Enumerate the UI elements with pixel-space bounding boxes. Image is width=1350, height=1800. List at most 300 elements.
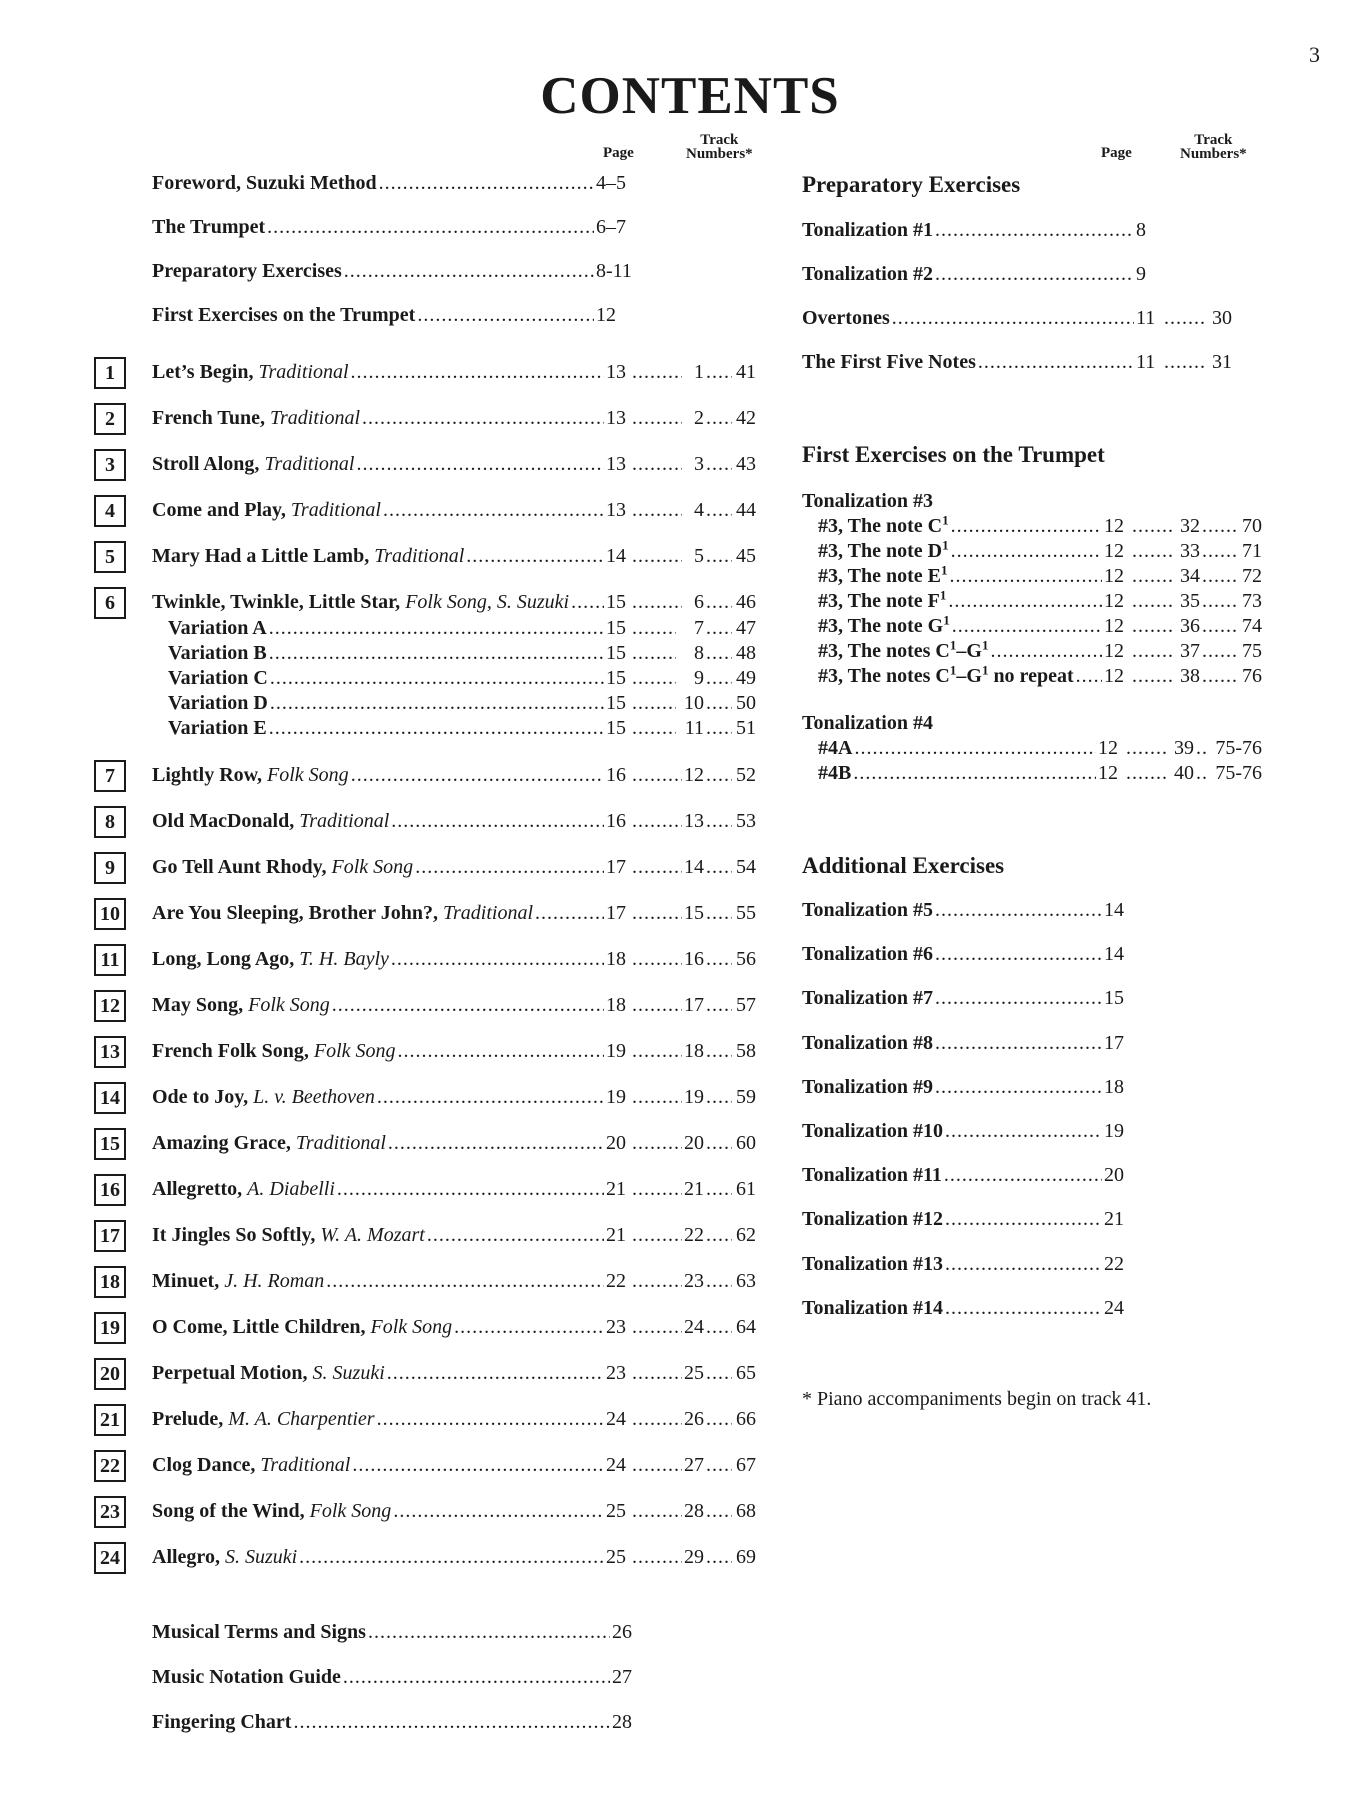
entry-track: 13 [684, 810, 704, 832]
dot-leader [1132, 565, 1172, 588]
entry-title [802, 1297, 943, 1320]
entry-title-text: Tonalization #2 [802, 263, 933, 285]
entry-title-text: Tonalization #7 [802, 987, 933, 1009]
toc-entry [152, 304, 636, 327]
entry-track: 36 [1180, 615, 1200, 637]
entry-title-text: Variation D [168, 692, 268, 714]
entry-composer: Folk Song [313, 1040, 396, 1062]
entry-page: 21 [606, 1224, 626, 1246]
toc-entry [152, 902, 756, 925]
entry-page: 13 [606, 361, 626, 383]
entry-title-text: Music Notation Guide [152, 1666, 341, 1688]
entry-title: #3, The note $D^1$ [818, 537, 949, 562]
dot-leader [1164, 351, 1204, 374]
entry-track: 40 [1174, 762, 1194, 784]
entry-title [168, 692, 268, 715]
dot-leader [1132, 540, 1172, 563]
dot-leader [632, 1500, 682, 1523]
entry-track: 33 [1180, 540, 1200, 562]
entry-title [802, 307, 890, 330]
dot-leader [1196, 762, 1206, 785]
toc-entry [168, 617, 756, 640]
dot-leader [632, 1270, 682, 1293]
entry-page: 24 [1104, 1297, 1124, 1319]
dot-leader [632, 994, 682, 1017]
toc-entry [818, 637, 1262, 663]
entry-track: 10 [684, 692, 704, 714]
dot-leader [706, 810, 732, 833]
entry-title [802, 943, 933, 966]
entry-title [152, 1711, 291, 1734]
entry-piano-track: 76 [1242, 665, 1262, 687]
dot-leader [935, 987, 1102, 1010]
entry-piano-track: 59 [736, 1086, 756, 1108]
dot-leader [1126, 737, 1166, 760]
entry-title [152, 1546, 297, 1569]
dot-leader [632, 642, 676, 665]
entry-composer: S. Suzuki [312, 1362, 385, 1384]
entry-composer: Traditional [258, 361, 349, 383]
dot-leader [706, 994, 732, 1017]
entry-track: 20 [684, 1132, 704, 1154]
dot-leader [952, 615, 1102, 638]
entry-title [168, 642, 267, 665]
entry-composer: Traditional [299, 810, 390, 832]
entry-piano-track: 67 [736, 1454, 756, 1476]
dot-leader [270, 692, 604, 715]
entry-title-text: Tonalization #11 [802, 1164, 942, 1186]
toc-entry [152, 994, 756, 1017]
dot-leader [632, 407, 682, 430]
dot-leader [948, 590, 1102, 613]
entry-page: 26 [612, 1621, 632, 1643]
entry-title-text: Tonalization #12 [802, 1208, 943, 1230]
entry-page: 24 [606, 1408, 626, 1430]
entry-title-text: Minuet, [152, 1270, 220, 1292]
dot-leader [293, 1711, 610, 1734]
dot-leader [951, 540, 1102, 563]
toc-entry [802, 1120, 1128, 1143]
entry-title [802, 219, 933, 242]
entry-page: 14 [1104, 899, 1124, 921]
entry-title [802, 987, 933, 1010]
entry-composer: Traditional [264, 453, 355, 475]
entry-composer: Folk Song, S. Suzuki [405, 591, 570, 613]
piece-number-box: 16 [94, 1174, 126, 1206]
entry-title [152, 407, 360, 430]
dot-leader [892, 307, 1134, 330]
dot-leader [1132, 590, 1172, 613]
entry-page: 18 [606, 994, 626, 1016]
entry-title [152, 304, 415, 327]
entry-title [152, 1086, 375, 1109]
dot-leader [706, 1408, 732, 1431]
toc-entry [802, 219, 1162, 242]
entry-title-text: Tonalization #5 [802, 899, 933, 921]
toc-entry [802, 1297, 1128, 1320]
piece-number-box: 4 [94, 495, 126, 527]
toc-entry [818, 587, 1262, 613]
dot-leader [356, 453, 604, 476]
entry-page: 28 [612, 1711, 632, 1733]
entry-title-text: Stroll Along, [152, 453, 260, 475]
entry-composer: W. A. Mozart [320, 1224, 425, 1246]
piece-number-box: 19 [94, 1312, 126, 1344]
toc-entry [802, 1032, 1128, 1055]
dot-leader [1202, 540, 1238, 563]
dot-leader [632, 545, 682, 568]
entry-title [152, 994, 330, 1017]
dot-leader [337, 1178, 604, 1201]
entry-title [802, 1076, 933, 1099]
entry-title-text: Tonalization #10 [802, 1120, 943, 1142]
entry-piano-track: 75-76 [1215, 762, 1262, 784]
entry-track: 22 [684, 1224, 704, 1246]
entry-title [152, 545, 464, 568]
dot-leader [1132, 515, 1172, 538]
entry-title-text: Mary Had a Little Lamb, [152, 545, 370, 567]
dot-leader [632, 499, 682, 522]
entry-title [152, 453, 354, 476]
entry-page: 15 [606, 692, 626, 714]
entry-track: 6 [694, 591, 704, 613]
dot-leader [706, 617, 732, 640]
entry-title-text: O Come, Little Children, [152, 1316, 366, 1338]
dot-leader [267, 216, 594, 239]
entry-page: 15 [606, 717, 626, 739]
entry-page: 12 [1104, 515, 1124, 537]
entry-title-text: #4A [818, 737, 853, 759]
left-track-header: Track Numbers* [686, 132, 753, 162]
dot-leader [632, 1086, 682, 1109]
entry-title [152, 1178, 335, 1201]
entry-title [152, 1224, 425, 1247]
dot-leader [706, 1040, 732, 1063]
entry-track: 17 [684, 994, 704, 1016]
section-heading-additional: Additional Exercises [802, 853, 1005, 878]
entry-page: 27 [612, 1666, 632, 1688]
entry-composer: Traditional [270, 407, 361, 429]
toc-entry [818, 537, 1262, 563]
toc-entry [152, 1666, 636, 1689]
dot-leader [377, 1086, 604, 1109]
toc-entry [152, 1408, 756, 1431]
dot-leader [368, 1621, 610, 1644]
dot-leader [1132, 665, 1172, 688]
toc-entry [152, 1454, 756, 1477]
entry-title-text: Tonalization #1 [802, 219, 933, 241]
entry-title-text: Variation B [168, 642, 267, 664]
entry-composer: A. Diabelli [247, 1178, 335, 1200]
entry-page: 13 [606, 499, 626, 521]
dot-leader [393, 1500, 604, 1523]
entry-title [168, 717, 267, 740]
piece-number-box: 18 [94, 1266, 126, 1298]
entry-track: 9 [694, 667, 704, 689]
dot-leader [706, 1454, 732, 1477]
entry-title-text: French Folk Song, [152, 1040, 309, 1062]
entry-title-text: Tonalization #6 [802, 943, 933, 965]
dot-leader [706, 1546, 732, 1569]
dot-leader [454, 1316, 604, 1339]
dot-leader [706, 1500, 732, 1523]
dot-leader [990, 640, 1102, 663]
dot-leader [632, 1362, 682, 1385]
entry-page: 18 [1104, 1076, 1124, 1098]
entry-title [152, 902, 533, 925]
entry-title-text: Come and Play, [152, 499, 286, 521]
entry-title-text: #4B [818, 762, 852, 784]
dot-leader [1076, 665, 1102, 688]
entry-track: 23 [684, 1270, 704, 1292]
piece-number-box: 17 [94, 1220, 126, 1252]
entry-track: 2 [694, 407, 704, 429]
entry-track: 37 [1180, 640, 1200, 662]
dot-leader [706, 545, 732, 568]
toc-entry [802, 987, 1128, 1010]
entry-title-text: Variation E [168, 717, 267, 739]
entry-track: 15 [684, 902, 704, 924]
entry-track: 31 [1212, 351, 1232, 373]
dot-leader [388, 1132, 604, 1155]
superscript: 1 [942, 537, 949, 553]
entry-title: #3, The notes $C^1-G^1$ [818, 637, 989, 662]
entry-composer: Folk Song [248, 994, 330, 1016]
entry-title [152, 361, 349, 384]
toc-entry [818, 512, 1262, 538]
entry-piano-track: 56 [736, 948, 756, 970]
dot-leader [391, 948, 604, 971]
dot-leader [706, 642, 732, 665]
piece-number-box: 22 [94, 1450, 126, 1482]
toc-entry [152, 172, 636, 195]
dot-leader [945, 1120, 1102, 1143]
dot-leader [299, 1546, 604, 1569]
dot-leader [351, 361, 604, 384]
entry-page: 16 [606, 764, 626, 786]
entry-track: 19 [684, 1086, 704, 1108]
section-heading-first-exercises: First Exercises on the Trumpet [802, 442, 1105, 467]
entry-track: 5 [694, 545, 704, 567]
entry-title-text: The Trumpet [152, 216, 266, 238]
entry-page: 19 [1104, 1120, 1124, 1142]
entry-page: 17 [606, 856, 626, 878]
toc-entry [802, 943, 1128, 966]
entry-composer: Folk Song [331, 856, 414, 878]
entry-piano-track: 41 [736, 361, 756, 383]
entry-title [152, 1270, 324, 1293]
entry-title-text: Let’s Begin, [152, 361, 254, 383]
entry-title [152, 764, 349, 787]
superscript: 1 [981, 662, 989, 678]
entry-piano-track: 63 [736, 1270, 756, 1292]
entry-page: 20 [606, 1132, 626, 1154]
dot-leader [1202, 640, 1238, 663]
dot-leader [632, 902, 682, 925]
entry-page: 25 [606, 1500, 626, 1522]
entry-piano-track: 70 [1242, 515, 1262, 537]
dot-leader [978, 351, 1134, 374]
entry-title [152, 499, 381, 522]
entry-track: 34 [1180, 565, 1200, 587]
entry-page: 22 [1104, 1253, 1124, 1275]
dot-leader [935, 943, 1102, 966]
toc-entry [152, 260, 636, 283]
entry-title-text: First Exercises on the Trumpet [152, 304, 416, 326]
entry-page: 11 [1136, 351, 1156, 373]
entry-title-text: Tonalization #9 [802, 1076, 933, 1098]
dot-leader [632, 591, 682, 614]
dot-leader [1202, 665, 1238, 688]
dot-leader [632, 692, 676, 715]
entry-track: 7 [694, 617, 704, 639]
entry-piano-track: 71 [1242, 540, 1262, 562]
entry-track: 4 [694, 499, 704, 521]
entry-title-text: Amazing Grace, [152, 1132, 291, 1154]
dot-leader [344, 260, 594, 283]
entry-title-text: Overtones [802, 307, 890, 329]
entry-title [802, 1253, 943, 1276]
superscript: 1 [949, 637, 957, 653]
entry-page: 21 [606, 1178, 626, 1200]
dot-leader [944, 1164, 1102, 1187]
toc-entry [152, 764, 756, 787]
superscript: 1 [981, 637, 989, 653]
entry-title: #3, The notes $C^1-G^1$ no repeat [818, 662, 1074, 687]
toc-entry [802, 899, 1128, 922]
entry-track: 18 [684, 1040, 704, 1062]
toc-entry [152, 1086, 756, 1109]
dot-leader [352, 1454, 604, 1477]
dot-leader [632, 1040, 682, 1063]
entry-composer: Traditional [260, 1454, 351, 1476]
dot-leader [706, 717, 732, 740]
dot-leader [632, 856, 682, 879]
entry-piano-track: 74 [1242, 615, 1262, 637]
entry-title-text: Variation A [168, 617, 267, 639]
entry-piano-track: 42 [736, 407, 756, 429]
dot-leader [571, 591, 604, 614]
toc-entry [168, 692, 756, 715]
entry-title [152, 1316, 452, 1339]
dot-leader [706, 499, 732, 522]
entry-page: 12 [1104, 590, 1124, 612]
piece-number-box: 15 [94, 1128, 126, 1160]
right-page-header: Page [1101, 145, 1132, 161]
toc-entry [152, 1270, 756, 1293]
piece-number-box: 7 [94, 760, 126, 792]
dot-leader [632, 617, 676, 640]
entry-title [152, 172, 377, 195]
entry-composer: Traditional [374, 545, 465, 567]
piece-number-box: 12 [94, 990, 126, 1022]
piece-number-box: 24 [94, 1542, 126, 1574]
entry-piano-track: 72 [1242, 565, 1262, 587]
toc-entry [168, 717, 756, 740]
toc-entry [152, 1224, 756, 1247]
piece-number-box: 1 [94, 357, 126, 389]
entry-title-text: Old MacDonald, [152, 810, 295, 832]
entry-title [802, 1164, 942, 1187]
entry-track: 30 [1212, 307, 1232, 329]
dot-leader [632, 453, 682, 476]
entry-title-text: Tonalization #14 [802, 1297, 943, 1319]
entry-title-text: Long, Long Ago, [152, 948, 295, 970]
toc-entry [152, 1040, 756, 1063]
entry-track: 11 [684, 717, 704, 739]
entry-title [152, 1621, 366, 1644]
dot-leader [935, 263, 1134, 286]
entry-piano-track: 49 [736, 667, 756, 689]
dot-leader [362, 407, 604, 430]
entry-title [818, 737, 852, 760]
entry-piano-track: 53 [736, 810, 756, 832]
toc-entry [152, 1362, 756, 1385]
entry-track: 14 [684, 856, 704, 878]
entry-page: 14 [1104, 943, 1124, 965]
toc-entry [152, 856, 756, 879]
subsection-tonalization-3: Tonalization #3 [802, 490, 933, 512]
toc-entry [802, 1253, 1128, 1276]
entry-track: 8 [694, 642, 704, 664]
entry-page: 12 [1104, 640, 1124, 662]
superscript: 1 [939, 587, 947, 603]
dot-leader [706, 1224, 732, 1247]
entry-title [152, 591, 569, 614]
entry-page: 17 [1104, 1032, 1124, 1054]
dot-leader [706, 1316, 732, 1339]
entry-page: 15 [606, 667, 626, 689]
piece-number-box: 23 [94, 1496, 126, 1528]
entry-page: 12 [1098, 737, 1118, 759]
dot-leader [632, 1454, 682, 1477]
superscript: 1 [943, 612, 950, 628]
dot-leader [1132, 615, 1172, 638]
entry-piano-track: 69 [736, 1546, 756, 1568]
entry-page: 13 [606, 407, 626, 429]
piece-number-box: 20 [94, 1358, 126, 1390]
dot-leader [377, 1408, 604, 1431]
entry-title [802, 1208, 943, 1231]
entry-composer: Folk Song [309, 1500, 392, 1522]
entry-piano-track: 66 [736, 1408, 756, 1430]
toc-entry [152, 1500, 756, 1523]
entry-page: 12 [1104, 565, 1124, 587]
dot-leader [387, 1362, 604, 1385]
entry-title-text: Ode to Joy, [152, 1086, 249, 1108]
entry-piano-track: 47 [736, 617, 756, 639]
entry-title [152, 856, 413, 879]
entry-track: 16 [684, 948, 704, 970]
entry-page: 18 [606, 948, 626, 970]
piece-number-box: 11 [94, 944, 126, 976]
entry-composer: Traditional [295, 1132, 386, 1154]
dot-leader [706, 1086, 732, 1109]
entry-title-text: Prelude, [152, 1408, 224, 1430]
entry-piano-track: 57 [736, 994, 756, 1016]
entry-title-text: Foreword, Suzuki Method [152, 172, 377, 194]
piece-number-box: 21 [94, 1404, 126, 1436]
dot-leader [398, 1040, 604, 1063]
entry-title [802, 263, 933, 286]
entry-page: 25 [606, 1546, 626, 1568]
toc-entry [152, 1711, 636, 1734]
entry-track: 3 [694, 453, 704, 475]
dot-leader [1202, 565, 1238, 588]
entry-piano-track: 50 [736, 692, 756, 714]
toc-entry [152, 1132, 756, 1155]
entry-page: 12 [1104, 540, 1124, 562]
